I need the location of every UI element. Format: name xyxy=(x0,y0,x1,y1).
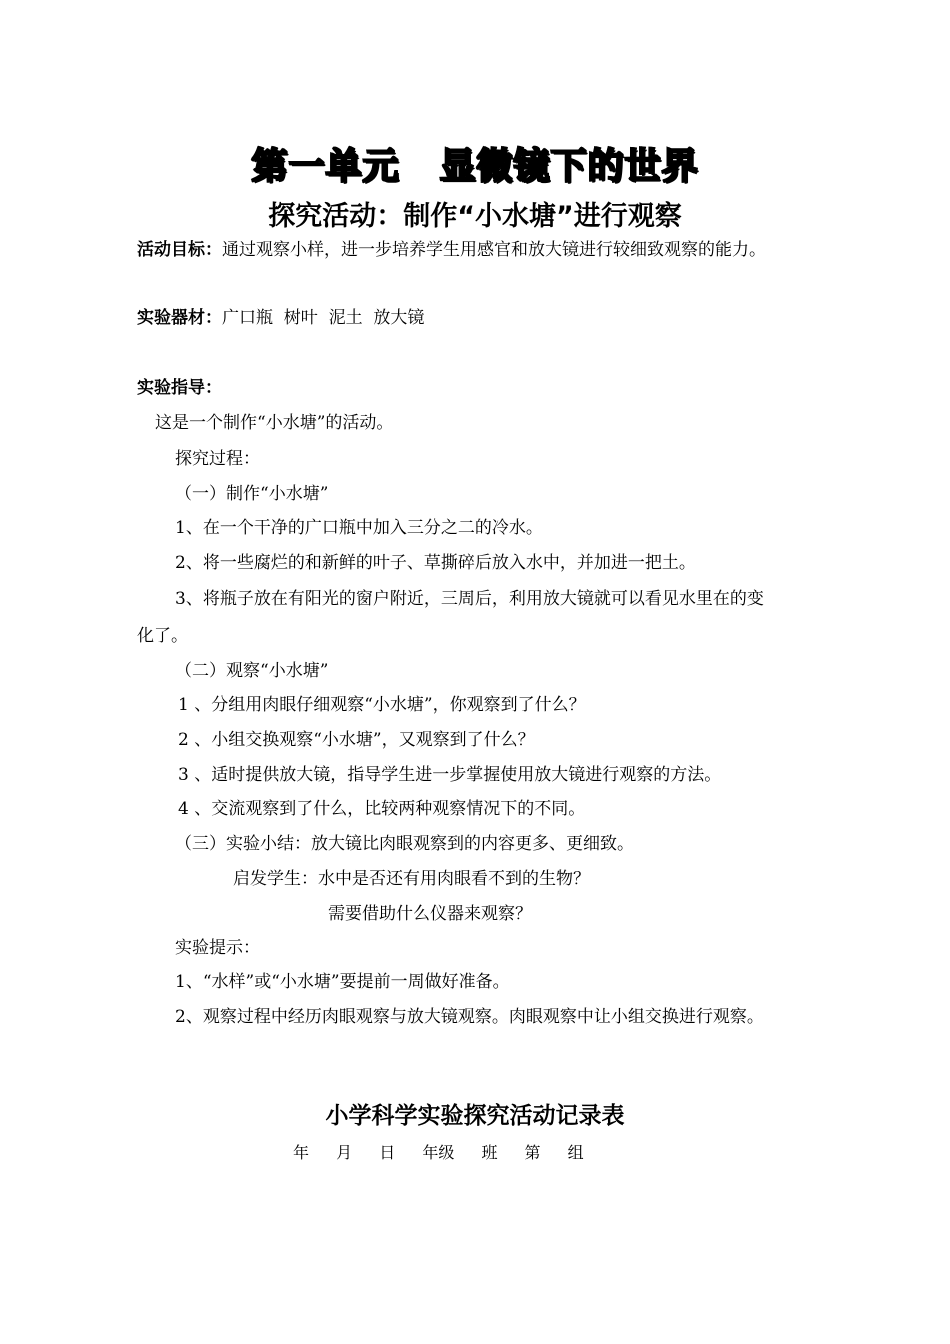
materials-line xyxy=(137,306,424,330)
guide-label: 实验指导： xyxy=(137,378,222,398)
unit-title xyxy=(0,138,950,189)
process-label: 探究过程： xyxy=(175,449,260,469)
objective-label: 活动目标： xyxy=(137,240,222,260)
date-field-group: 组 xyxy=(567,1143,584,1162)
activity-title: 探究活动：制作“小水塘”进行观察 xyxy=(268,201,682,232)
date-field-day: 日 xyxy=(379,1143,396,1162)
part2-step1: 1 、分组用肉眼仔细观察“小水塘”，你观察到了什么？ xyxy=(178,695,586,715)
part1-heading: （一）制作“小水塘” xyxy=(175,484,329,504)
materials-text: 广口瓶 树叶 泥土 放大镜 xyxy=(222,308,425,328)
intro-text: 这是一个制作“小水塘”的活动。 xyxy=(155,413,394,433)
tip-2: 2、观察过程中经历肉眼观察与放大镜观察。肉眼观察中让小组交换进行观察。 xyxy=(175,1007,764,1027)
materials-label: 实验器材： xyxy=(137,308,222,328)
part3-inspire-cont: 需要借助什么仪器来观察？ xyxy=(328,904,532,924)
part2-step2: 2 、小组交换观察“小水塘”，又观察到了什么？ xyxy=(178,730,535,750)
unit-title-number: 第一单元 xyxy=(251,146,400,187)
part1-step3-cont: 化了。 xyxy=(137,626,188,646)
part3-inspire: 启发学生：水中是否还有用肉眼看不到的生物？ xyxy=(233,869,590,889)
date-field-grade: 年级 xyxy=(422,1143,455,1162)
part1-step1: 1、在一个干净的广口瓶中加入三分之二的冷水。 xyxy=(175,518,543,538)
date-field-class: 班 xyxy=(481,1143,498,1162)
unit-title-name: 显微镜下的世界 xyxy=(439,146,699,187)
tip-1: 1、“水样”或“小水塘”要提前一周做好准备。 xyxy=(175,972,510,992)
date-field-year: 年 xyxy=(293,1143,310,1162)
objective-text: 通过观察小样，进一步培养学生用感官和放大镜进行较细致观察的能力。 xyxy=(222,240,766,260)
date-fields xyxy=(293,1140,606,1163)
part1-step2: 2、将一些腐烂的和新鲜的叶子、草撕碎后放入水中，并加进一把土。 xyxy=(175,553,696,573)
part3-heading: （三）实验小结：放大镜比肉眼观察到的内容更多、更细致。 xyxy=(175,834,634,854)
objective-line xyxy=(137,238,766,262)
tips-label: 实验提示： xyxy=(175,938,260,958)
date-field-group-prefix: 第 xyxy=(524,1143,541,1162)
part2-heading: （二）观察“小水塘” xyxy=(175,661,329,681)
record-table-title: 小学科学实验探究活动记录表 xyxy=(325,1103,625,1129)
part2-step4: 4 、交流观察到了什么，比较两种观察情况下的不同。 xyxy=(178,799,586,819)
date-field-month: 月 xyxy=(336,1143,353,1162)
part2-step3: 3 、适时提供放大镜，指导学生进一步掌握使用放大镜进行观察的方法。 xyxy=(178,765,722,785)
part1-step3: 3、将瓶子放在有阳光的窗户附近，三周后，利用放大镜就可以看见水里在的变 xyxy=(175,589,764,609)
